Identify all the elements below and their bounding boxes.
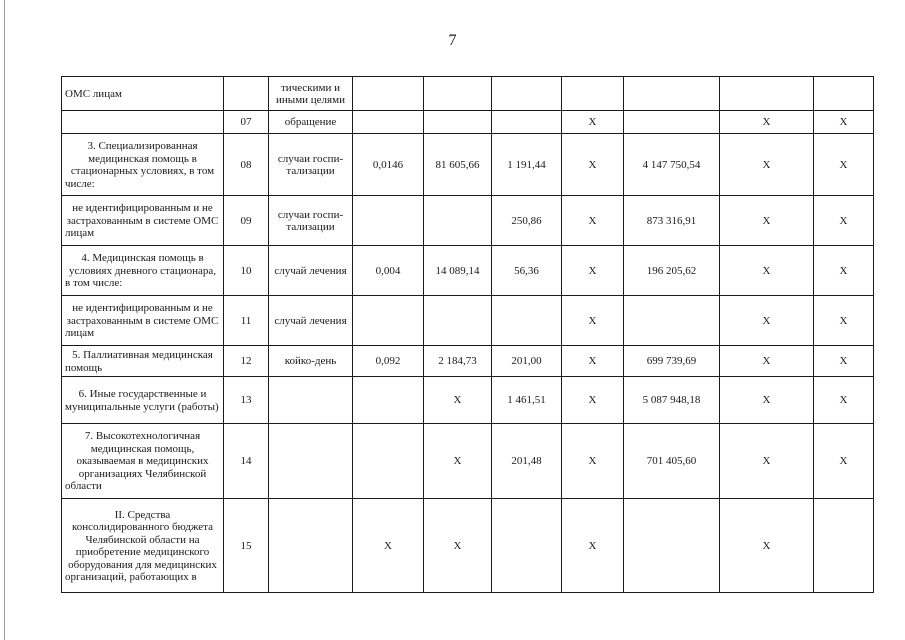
row-unit-cell: случаи госпи-тализации [269, 196, 353, 246]
row-code-cell: 08 [224, 134, 269, 196]
medical-care-cost-table [61, 76, 874, 593]
row-per-capita-oms-cell: Х [562, 346, 624, 377]
row-per-capita-oms-cell: Х [562, 246, 624, 296]
row-oms-total-cell: Х [720, 377, 814, 424]
row-percent-cell: Х [814, 377, 874, 424]
row-oms-total-cell: Х [720, 424, 814, 499]
row-cost-norm-cell: 14 089,14 [424, 246, 492, 296]
row-code-cell: 07 [224, 111, 269, 134]
row-cost-norm-cell [424, 196, 492, 246]
row-cost-norm-cell: Х [424, 424, 492, 499]
row-per-capita-oms-cell: Х [562, 134, 624, 196]
row-unit-cell: койко-день [269, 346, 353, 377]
row-percent-cell: Х [814, 424, 874, 499]
row-unit-cell [269, 424, 353, 499]
row-cost-norm-cell: Х [424, 499, 492, 593]
row-volume-norm-cell [353, 111, 424, 134]
row-cost-norm-cell: Х [424, 377, 492, 424]
row-per-capita-oms-cell: Х [562, 499, 624, 593]
row-volume-norm-cell: Х [353, 499, 424, 593]
row-per-capita-cell: 201,00 [492, 346, 562, 377]
row-code-cell: 10 [224, 246, 269, 296]
row-code-cell [224, 77, 269, 111]
row-code-cell: 13 [224, 377, 269, 424]
row-name-cell: 3. Специализированная медицинская помощь в стационарных условиях, в том числе: [62, 134, 224, 196]
table-row [62, 246, 874, 296]
row-volume-norm-cell [353, 196, 424, 246]
table-row [62, 424, 874, 499]
table-row [62, 111, 874, 134]
row-per-capita-oms-cell [562, 77, 624, 111]
row-per-capita-cell: 201,48 [492, 424, 562, 499]
row-volume-norm-cell: 0,092 [353, 346, 424, 377]
table-row [62, 77, 874, 111]
row-code-cell: 11 [224, 296, 269, 346]
row-volume-norm-cell [353, 424, 424, 499]
row-cost-norm-cell: 2 184,73 [424, 346, 492, 377]
row-oms-total-cell: Х [720, 296, 814, 346]
row-budget-total-cell [624, 499, 720, 593]
row-cost-norm-cell: 81 605,66 [424, 134, 492, 196]
row-budget-total-cell [624, 77, 720, 111]
row-name-cell: 6. Иные государственные и муниципальные услуги (работы) [62, 377, 224, 424]
page-number: 7 [448, 32, 457, 49]
row-unit-cell [269, 377, 353, 424]
row-per-capita-cell [492, 111, 562, 134]
row-budget-total-cell: 4 147 750,54 [624, 134, 720, 196]
row-budget-total-cell: 5 087 948,18 [624, 377, 720, 424]
row-volume-norm-cell: 0,004 [353, 246, 424, 296]
row-volume-norm-cell: 0,0146 [353, 134, 424, 196]
row-percent-cell [814, 77, 874, 111]
row-volume-norm-cell [353, 77, 424, 111]
row-per-capita-cell: 250,86 [492, 196, 562, 246]
row-budget-total-cell [624, 296, 720, 346]
row-percent-cell: Х [814, 111, 874, 134]
row-budget-total-cell: 699 739,69 [624, 346, 720, 377]
row-unit-cell: случаи госпи-тализации [269, 134, 353, 196]
table-row [62, 377, 874, 424]
row-per-capita-cell: 56,36 [492, 246, 562, 296]
row-cost-norm-cell [424, 77, 492, 111]
row-budget-total-cell: 196 205,62 [624, 246, 720, 296]
row-unit-cell: тическими и иными целями [269, 77, 353, 111]
row-percent-cell: Х [814, 296, 874, 346]
row-oms-total-cell: Х [720, 134, 814, 196]
row-unit-cell [269, 499, 353, 593]
row-percent-cell: Х [814, 196, 874, 246]
row-name-cell: 7. Высокотехнологичная медицинская помощь, оказываемая в медицинских организациях Челябинской области [62, 424, 224, 499]
row-percent-cell: Х [814, 346, 874, 377]
row-oms-total-cell [720, 77, 814, 111]
row-oms-total-cell: Х [720, 499, 814, 593]
row-per-capita-cell: 1 461,51 [492, 377, 562, 424]
row-code-cell: 15 [224, 499, 269, 593]
page-left-edge-line [4, 0, 5, 640]
table-row [62, 134, 874, 196]
row-code-cell: 14 [224, 424, 269, 499]
row-name-cell: не идентифицированным и не застрахованным в системе ОМС лицам [62, 296, 224, 346]
row-name-cell: 4. Медицинская помощь в условиях дневного стационара, в том числе: [62, 246, 224, 296]
row-percent-cell: Х [814, 246, 874, 296]
row-unit-cell: обращение [269, 111, 353, 134]
row-budget-total-cell: 701 405,60 [624, 424, 720, 499]
row-name-cell: II. Средства консолидированного бюджета Челябинской области на приобретение медицинского оборудования для медицинских организаций, работающих в [62, 499, 224, 593]
row-code-cell: 12 [224, 346, 269, 377]
table-row [62, 196, 874, 246]
row-per-capita-cell [492, 499, 562, 593]
row-oms-total-cell: Х [720, 346, 814, 377]
row-cost-norm-cell [424, 296, 492, 346]
row-per-capita-cell [492, 77, 562, 111]
row-percent-cell: Х [814, 134, 874, 196]
row-per-capita-oms-cell: Х [562, 111, 624, 134]
row-per-capita-cell [492, 296, 562, 346]
row-per-capita-cell: 1 191,44 [492, 134, 562, 196]
row-percent-cell [814, 499, 874, 593]
row-name-cell [62, 111, 224, 134]
row-per-capita-oms-cell: Х [562, 377, 624, 424]
table-row [62, 346, 874, 377]
row-per-capita-oms-cell: Х [562, 196, 624, 246]
row-unit-cell: случай лечения [269, 296, 353, 346]
table-row [62, 296, 874, 346]
row-volume-norm-cell [353, 296, 424, 346]
row-unit-cell: случай лечения [269, 246, 353, 296]
row-code-cell: 09 [224, 196, 269, 246]
row-budget-total-cell: 873 316,91 [624, 196, 720, 246]
row-name-cell: ОМС лицам [62, 77, 224, 111]
row-oms-total-cell: Х [720, 111, 814, 134]
row-per-capita-oms-cell: Х [562, 296, 624, 346]
row-name-cell: не идентифицированным и не застрахованным в системе ОМС лицам [62, 196, 224, 246]
row-volume-norm-cell [353, 377, 424, 424]
row-cost-norm-cell [424, 111, 492, 134]
row-per-capita-oms-cell: Х [562, 424, 624, 499]
row-name-cell: 5. Паллиативная медицинская помощь [62, 346, 224, 377]
row-oms-total-cell: Х [720, 246, 814, 296]
table-row [62, 499, 874, 593]
row-oms-total-cell: Х [720, 196, 814, 246]
row-budget-total-cell [624, 111, 720, 134]
